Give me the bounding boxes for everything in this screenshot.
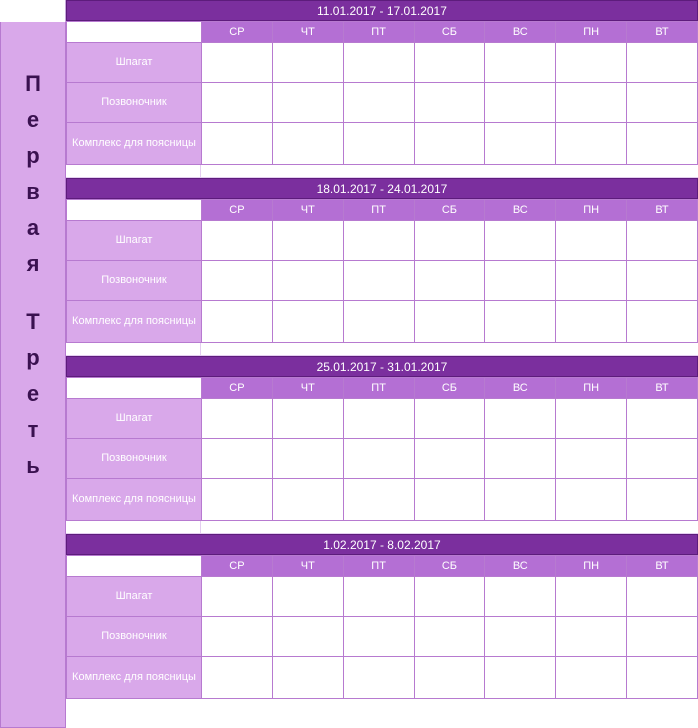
day-header-cell: ВТ bbox=[627, 378, 698, 399]
checkmark-cell[interactable] bbox=[272, 439, 343, 479]
day-header-row bbox=[67, 200, 698, 221]
week-range-header: 11.01.2017 - 17.01.2017 bbox=[66, 0, 698, 21]
day-header-cell: ПН bbox=[556, 200, 627, 221]
exercise-label: Позвоночник bbox=[67, 439, 202, 479]
exercise-label: Комплекс для поясницы bbox=[67, 123, 202, 165]
day-header-cell: СБ bbox=[414, 200, 485, 221]
day-header-cell: ВС bbox=[485, 556, 556, 577]
vertical-title-letter: я bbox=[26, 251, 40, 276]
week-spacer-cells bbox=[201, 165, 698, 178]
side-title-spacer bbox=[0, 0, 66, 22]
checkmark-cell[interactable] bbox=[414, 123, 485, 165]
exercise-row bbox=[67, 301, 698, 343]
checkmark-cell[interactable] bbox=[627, 577, 698, 617]
checkmark-cell[interactable] bbox=[343, 657, 414, 699]
week-spacer-row bbox=[66, 521, 698, 534]
day-header-cell: ЧТ bbox=[272, 200, 343, 221]
checkmark-cell[interactable] bbox=[343, 399, 414, 439]
checkmark-cell[interactable] bbox=[556, 221, 627, 261]
checkmark-cell[interactable] bbox=[485, 479, 556, 521]
week-range-header: 1.02.2017 - 8.02.2017 bbox=[66, 534, 698, 555]
checkmark-cell[interactable] bbox=[627, 439, 698, 479]
checkmark-cell[interactable] bbox=[485, 123, 556, 165]
exercise-label: Позвоночник bbox=[67, 83, 202, 123]
checkmark-cell[interactable] bbox=[202, 617, 273, 657]
checkmark-cell[interactable] bbox=[272, 123, 343, 165]
day-header-cell: СБ bbox=[414, 22, 485, 43]
week-range-header: 25.01.2017 - 31.01.2017 bbox=[66, 356, 698, 377]
vertical-title-letter: е bbox=[26, 107, 40, 132]
vertical-title-letter: ь bbox=[26, 453, 40, 478]
checkmark-cell[interactable] bbox=[343, 43, 414, 83]
week-table bbox=[66, 199, 698, 343]
checkmark-cell[interactable] bbox=[556, 399, 627, 439]
checkmark-cell[interactable] bbox=[556, 617, 627, 657]
checkmark-cell[interactable] bbox=[272, 43, 343, 83]
week-spacer-cells bbox=[201, 343, 698, 356]
checkmark-cell[interactable] bbox=[485, 301, 556, 343]
vertical-title-letter: е bbox=[26, 381, 40, 406]
checkmark-cell[interactable] bbox=[627, 657, 698, 699]
checkmark-cell[interactable] bbox=[414, 657, 485, 699]
checkmark-cell[interactable] bbox=[202, 123, 273, 165]
checkmark-cell[interactable] bbox=[556, 439, 627, 479]
week-block bbox=[66, 178, 698, 343]
day-header-cell: ВТ bbox=[627, 200, 698, 221]
checkmark-cell[interactable] bbox=[343, 617, 414, 657]
checkmark-cell[interactable] bbox=[627, 221, 698, 261]
checkmark-cell[interactable] bbox=[485, 43, 556, 83]
checkmark-cell[interactable] bbox=[556, 657, 627, 699]
exercise-row bbox=[67, 83, 698, 123]
checkmark-cell[interactable] bbox=[343, 439, 414, 479]
checkmark-cell[interactable] bbox=[556, 261, 627, 301]
checkmark-cell[interactable] bbox=[627, 123, 698, 165]
exercise-label: Комплекс для поясницы bbox=[67, 657, 202, 699]
day-header-cell: ПТ bbox=[343, 378, 414, 399]
checkmark-cell[interactable] bbox=[556, 301, 627, 343]
weeks-container bbox=[66, 0, 698, 728]
vertical-section-title bbox=[0, 22, 66, 728]
checkmark-cell[interactable] bbox=[556, 577, 627, 617]
checkmark-cell[interactable] bbox=[485, 399, 556, 439]
exercise-row bbox=[67, 399, 698, 439]
exercise-row bbox=[67, 261, 698, 301]
checkmark-cell[interactable] bbox=[343, 221, 414, 261]
checkmark-cell[interactable] bbox=[485, 439, 556, 479]
day-header-cell: ВТ bbox=[627, 556, 698, 577]
week-table bbox=[66, 555, 698, 699]
checkmark-cell[interactable] bbox=[556, 43, 627, 83]
checkmark-cell[interactable] bbox=[202, 439, 273, 479]
checkmark-cell[interactable] bbox=[627, 479, 698, 521]
week-range-header: 18.01.2017 - 24.01.2017 bbox=[66, 178, 698, 199]
week-block bbox=[66, 356, 698, 521]
week-table bbox=[66, 377, 698, 521]
checkmark-cell[interactable] bbox=[485, 221, 556, 261]
exercise-row bbox=[67, 617, 698, 657]
checkmark-cell[interactable] bbox=[414, 617, 485, 657]
vertical-title-letter: р bbox=[26, 143, 40, 168]
week-spacer-row bbox=[66, 343, 698, 356]
day-header-cell: СБ bbox=[414, 378, 485, 399]
checkmark-cell[interactable] bbox=[202, 479, 273, 521]
day-header-cell: ВТ bbox=[627, 22, 698, 43]
checkmark-cell[interactable] bbox=[202, 577, 273, 617]
day-header-cell: ПН bbox=[556, 22, 627, 43]
day-header-cell: ПН bbox=[556, 556, 627, 577]
day-header-cell: ПТ bbox=[343, 22, 414, 43]
checkmark-cell[interactable] bbox=[343, 83, 414, 123]
day-header-cell: ВС bbox=[485, 22, 556, 43]
exercise-row bbox=[67, 439, 698, 479]
checkmark-cell[interactable] bbox=[485, 261, 556, 301]
checkmark-cell[interactable] bbox=[556, 83, 627, 123]
day-header-cell: СР bbox=[202, 378, 273, 399]
checkmark-cell[interactable] bbox=[414, 577, 485, 617]
checkmark-cell[interactable] bbox=[414, 221, 485, 261]
exercise-label: Шпагат bbox=[67, 43, 202, 83]
checkmark-cell[interactable] bbox=[414, 261, 485, 301]
week-spacer-cells bbox=[201, 521, 698, 534]
week-spacer-row bbox=[66, 165, 698, 178]
exercise-label: Позвоночник bbox=[67, 261, 202, 301]
vertical-title-letter: Т bbox=[26, 309, 40, 334]
vertical-title-letter: а bbox=[26, 215, 40, 240]
checkmark-cell[interactable] bbox=[272, 301, 343, 343]
table-corner-cell bbox=[67, 556, 202, 577]
checkmark-cell[interactable] bbox=[202, 43, 273, 83]
day-header-cell: СБ bbox=[414, 556, 485, 577]
checkmark-cell[interactable] bbox=[343, 301, 414, 343]
exercise-label: Комплекс для поясницы bbox=[67, 301, 202, 343]
day-header-cell: ПТ bbox=[343, 556, 414, 577]
vertical-title-letter: П bbox=[25, 71, 41, 96]
checkmark-cell[interactable] bbox=[627, 83, 698, 123]
checkmark-cell[interactable] bbox=[627, 261, 698, 301]
checkmark-cell[interactable] bbox=[556, 479, 627, 521]
checkmark-cell[interactable] bbox=[272, 261, 343, 301]
week-spacer-label-cell bbox=[66, 165, 201, 178]
checkmark-cell[interactable] bbox=[414, 301, 485, 343]
day-header-cell: СР bbox=[202, 200, 273, 221]
checkmark-cell[interactable] bbox=[485, 83, 556, 123]
checkmark-cell[interactable] bbox=[272, 617, 343, 657]
week-block bbox=[66, 0, 698, 165]
checkmark-cell[interactable] bbox=[272, 657, 343, 699]
table-corner-cell bbox=[67, 200, 202, 221]
checkmark-cell[interactable] bbox=[485, 657, 556, 699]
vertical-title-letter: р bbox=[26, 345, 40, 370]
week-spacer-label-cell bbox=[66, 343, 201, 356]
checkmark-cell[interactable] bbox=[202, 261, 273, 301]
day-header-cell: ЧТ bbox=[272, 556, 343, 577]
exercise-label: Комплекс для поясницы bbox=[67, 479, 202, 521]
checkmark-cell[interactable] bbox=[627, 617, 698, 657]
exercise-row bbox=[67, 43, 698, 83]
checkmark-cell[interactable] bbox=[414, 399, 485, 439]
checkmark-cell[interactable] bbox=[627, 43, 698, 83]
exercise-row bbox=[67, 657, 698, 699]
checkmark-cell[interactable] bbox=[272, 83, 343, 123]
checkmark-cell[interactable] bbox=[202, 399, 273, 439]
checkmark-cell[interactable] bbox=[202, 221, 273, 261]
checkmark-cell[interactable] bbox=[343, 479, 414, 521]
day-header-cell: СР bbox=[202, 556, 273, 577]
checkmark-cell[interactable] bbox=[272, 221, 343, 261]
exercise-label: Шпагат bbox=[67, 577, 202, 617]
checkmark-cell[interactable] bbox=[414, 479, 485, 521]
exercise-row bbox=[67, 221, 698, 261]
exercise-label: Шпагат bbox=[67, 221, 202, 261]
checkmark-cell[interactable] bbox=[414, 43, 485, 83]
checkmark-cell[interactable] bbox=[202, 301, 273, 343]
exercise-label: Шпагат bbox=[67, 399, 202, 439]
checkmark-cell[interactable] bbox=[202, 657, 273, 699]
table-corner-cell bbox=[67, 22, 202, 43]
day-header-cell: ПН bbox=[556, 378, 627, 399]
week-spacer-label-cell bbox=[66, 521, 201, 534]
checkmark-cell[interactable] bbox=[485, 577, 556, 617]
vertical-title-letter: т bbox=[27, 417, 39, 442]
checkmark-cell[interactable] bbox=[272, 577, 343, 617]
day-header-row bbox=[67, 22, 698, 43]
day-header-row bbox=[67, 378, 698, 399]
checkmark-cell[interactable] bbox=[414, 439, 485, 479]
checkmark-cell[interactable] bbox=[202, 83, 273, 123]
day-header-cell: ЧТ bbox=[272, 22, 343, 43]
exercise-row bbox=[67, 123, 698, 165]
checkmark-cell[interactable] bbox=[272, 479, 343, 521]
week-block bbox=[66, 534, 698, 699]
side-title-column bbox=[0, 0, 66, 728]
day-header-cell: ВС bbox=[485, 200, 556, 221]
checkmark-cell[interactable] bbox=[556, 123, 627, 165]
checkmark-cell[interactable] bbox=[485, 617, 556, 657]
exercise-row bbox=[67, 577, 698, 617]
exercise-label: Позвоночник bbox=[67, 617, 202, 657]
exercise-row bbox=[67, 479, 698, 521]
table-corner-cell bbox=[67, 378, 202, 399]
checkmark-cell[interactable] bbox=[627, 301, 698, 343]
day-header-cell: ВС bbox=[485, 378, 556, 399]
day-header-cell: ПТ bbox=[343, 200, 414, 221]
checkmark-cell[interactable] bbox=[343, 123, 414, 165]
vertical-title-letter: в bbox=[26, 179, 40, 204]
day-header-cell: СР bbox=[202, 22, 273, 43]
week-table bbox=[66, 21, 698, 165]
checkmark-cell[interactable] bbox=[272, 399, 343, 439]
day-header-cell: ЧТ bbox=[272, 378, 343, 399]
day-header-row bbox=[67, 556, 698, 577]
checkmark-cell[interactable] bbox=[343, 261, 414, 301]
checkmark-cell[interactable] bbox=[343, 577, 414, 617]
checkmark-cell[interactable] bbox=[414, 83, 485, 123]
checkmark-cell[interactable] bbox=[627, 399, 698, 439]
